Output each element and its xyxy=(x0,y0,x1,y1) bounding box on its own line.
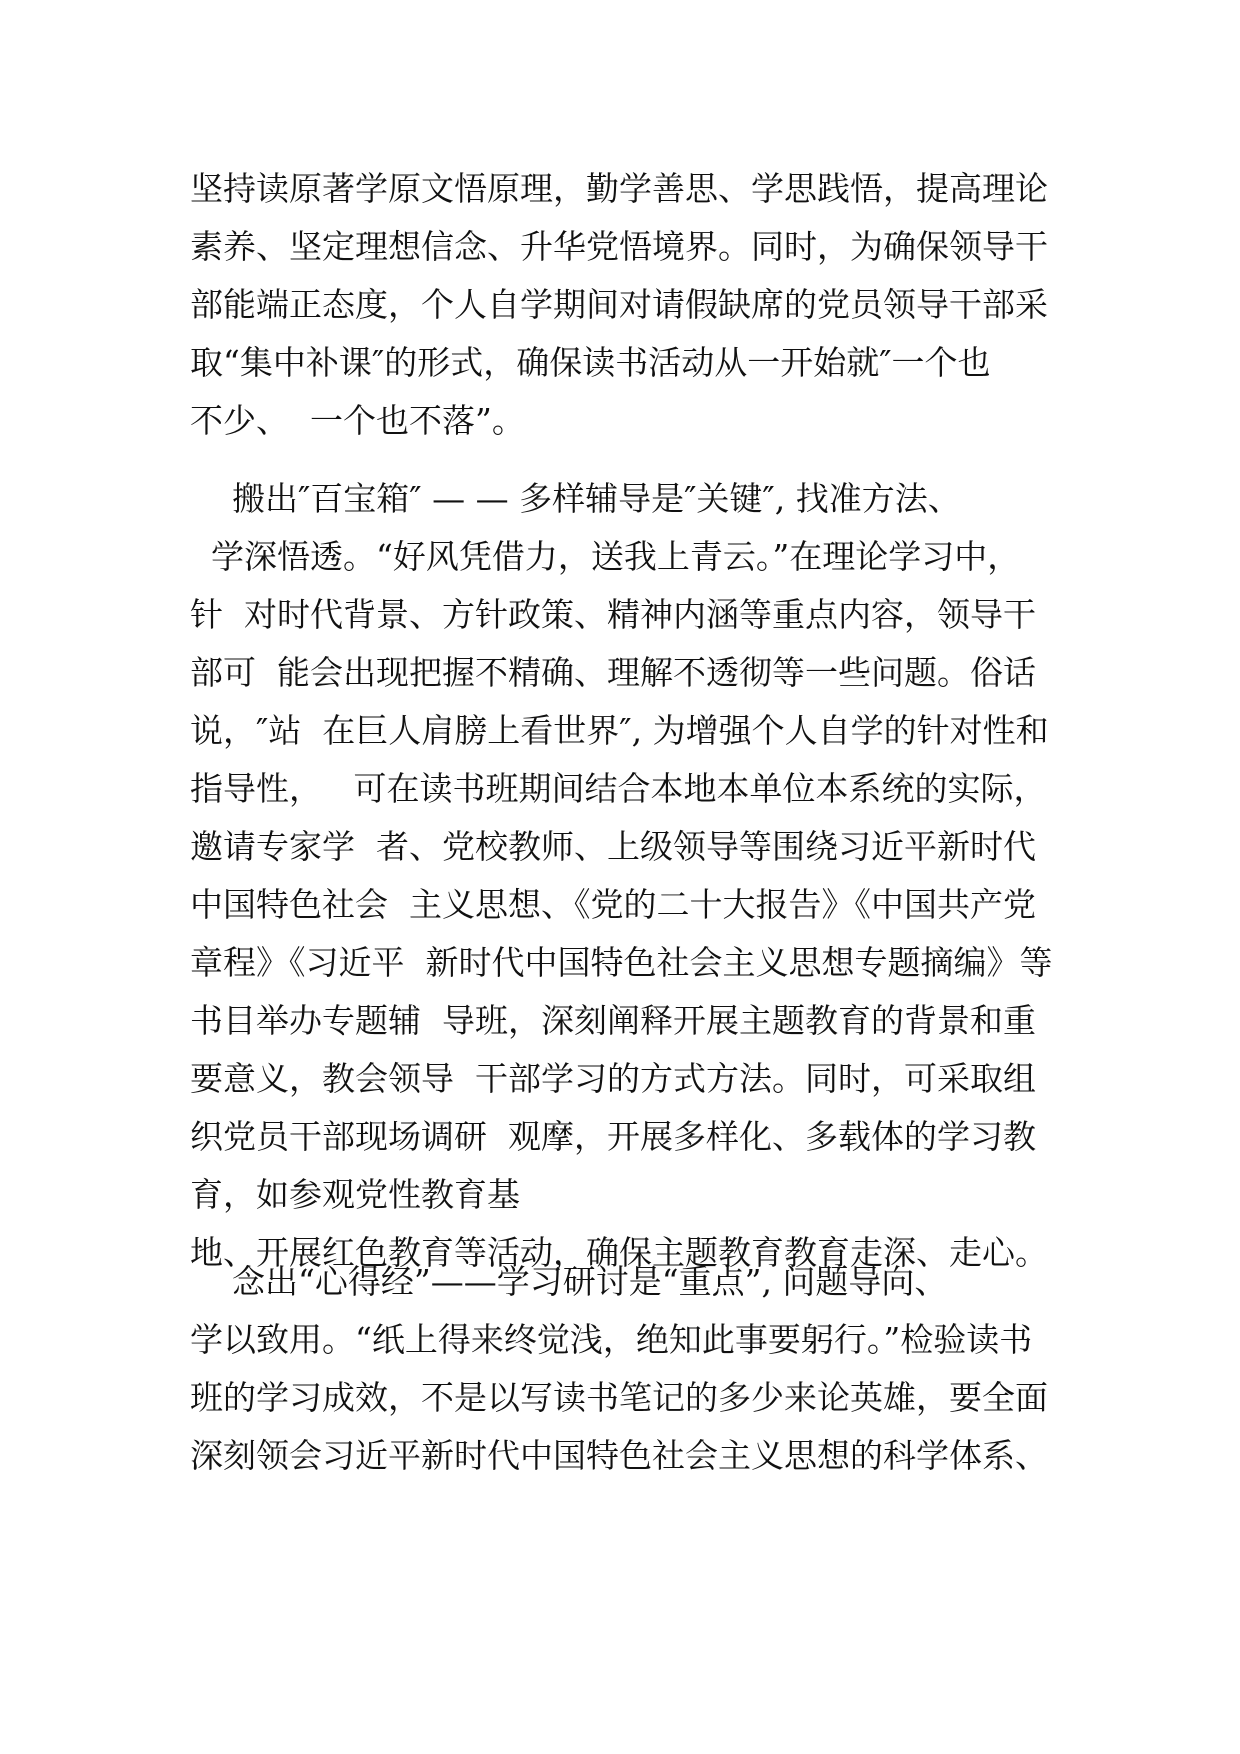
text-line: 要意义，教会领导 干部学习的方式方法。同时，可采取组 xyxy=(190,1059,1036,1098)
text-line: 书目举办专题辅 导班，深刻阐释开展主题教育的背景和重 xyxy=(190,1001,1036,1040)
text-line: 班的学习成效，不是以写读书笔记的多少来论英雄，要全面 xyxy=(190,1378,1048,1417)
text-line: 学以致用。“纸上得来终觉浅，绝知此事要躬行。”检验读书 xyxy=(190,1320,1033,1359)
text-line: 说，″站 在巨人肩膀上看世界″, 为增强个人自学的针对性和 xyxy=(190,711,1049,750)
paragraph-1 xyxy=(190,160,1090,450)
text-line: 学深悟透。“好风凭借力，送我上青云。”在理论学习中， xyxy=(190,537,1021,576)
text-line: 不少、 一个也不落”。 xyxy=(190,401,525,440)
text-line: 邀请专家学 者、党校教师、上级领导等围绕习近平新时代 xyxy=(190,827,1036,866)
text-line: 搬出″百宝箱″ — — 多样辅导是″关键″, 找准方法、 xyxy=(190,479,961,518)
text-line: 部可 能会出现把握不精确、理解不透彻等一些问题。俗话 xyxy=(190,653,1036,692)
text-line: 中国特色社会 主义思想、《党的二十大报告》《中国共产党 xyxy=(190,885,1036,924)
text-line: 部能端正态度，个人自学期间对请假缺席的党员领导干部采 xyxy=(190,285,1048,324)
paragraph-3 xyxy=(190,1253,1090,1485)
paragraph-2 xyxy=(190,470,1090,1282)
text-line: 坚持读原著学原文悟原理，勤学善思、学思践悟，提高理论 xyxy=(190,169,1048,208)
text-line: 深刻领会习近平新时代中国特色社会主义思想的科学体系、 xyxy=(190,1436,1048,1475)
text-line: 指导性， 可在读书班期间结合本地本单位本系统的实际， xyxy=(190,769,1047,808)
text-line: 地、开展红色教育等活动，确保主题教育教育走深、走心。 xyxy=(190,1233,1048,1272)
text-line: 育，如参观党性教育基 xyxy=(190,1175,520,1214)
text-line: 取“集中补课″的形式，确保读书活动从一开始就″一个也 xyxy=(190,343,991,382)
text-line: 素养、坚定理想信念、升华党悟境界。同时，为确保领导干 xyxy=(190,227,1048,266)
text-line: 针 对时代背景、方针政策、精神内涵等重点内容，领导干 xyxy=(190,595,1036,634)
text-line: 章程》《习近平 新时代中国特色社会主义思想专题摘编》等 xyxy=(190,943,1053,982)
text-line: 织党员干部现场调研 观摩，开展多样化、多载体的学习教 xyxy=(190,1117,1036,1156)
text-line: 念出“心得经”——学习研讨是“重点”, 问题导向、 xyxy=(190,1262,948,1301)
